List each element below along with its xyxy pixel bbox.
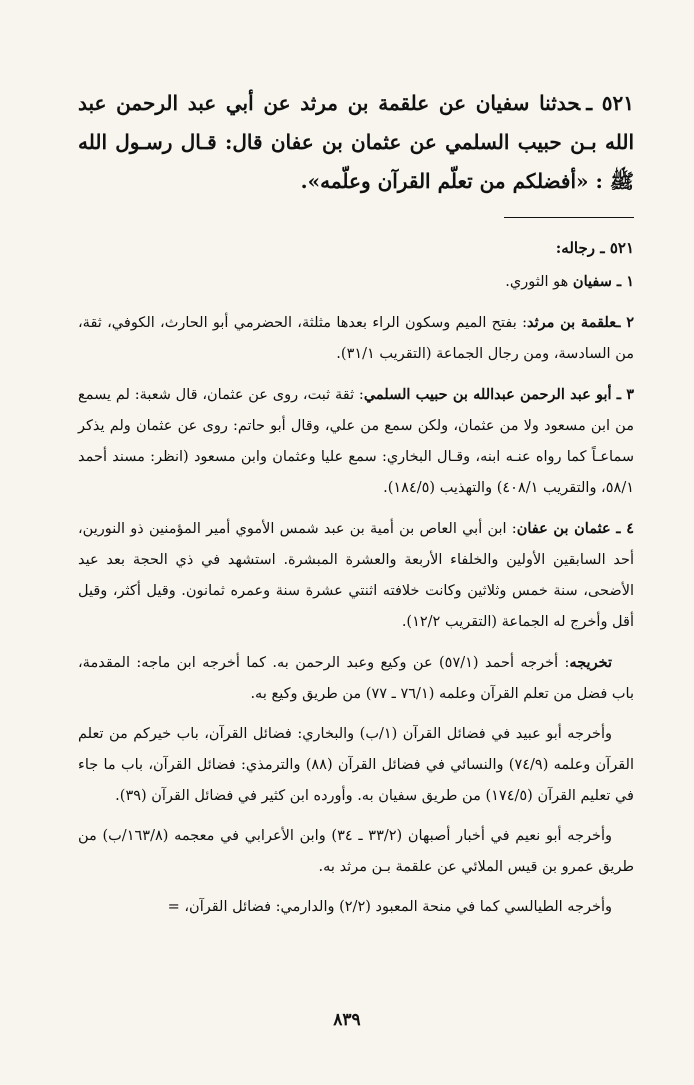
narrator-note-3 — [78, 379, 634, 504]
narrator-note-4 — [78, 513, 634, 638]
takhrij-paragraph — [78, 647, 634, 710]
takhrij-text: : أخرجه أحمد (٥٧/١) عن وكيع وعبد الرحمن به. كما أخرجه ابن ماجه: المقدمة، باب فضل من تعلم القرآن وعلمه (٧٦/١ ـ ٧٧) من طريق وكيع به. — [78, 655, 634, 702]
narrator-name: ١ ـ سفيان — [572, 273, 634, 290]
hadith-text-block — [78, 84, 634, 201]
hadith-number: ٥٢١ ـ — [586, 91, 634, 115]
narrator-note-2 — [78, 307, 634, 370]
narrator-name: ٤ ـ عثمان بن عفان — [516, 520, 634, 537]
narrator-description: : ثقة ثبت، روى عن عثمان، قال شعبة: لم يسمع من ابن مسعود ولا من عثمان، ولكن سمع من علي، وقال أبو حاتم: روى عن عثمان ولم يذكر سماعـاً كما رواه عنـه ابنه، وقـال البخاري: سمع عليا وعثمان وابن مسعود (انظر: مسند أحمد ٥٨/١، والتقريب ٤٠٨/١) والتهذيب (١٨٤/٥). — [78, 387, 634, 496]
narrator-note-1 — [78, 266, 634, 298]
narrator-name: ٣ ـ أبو عبد الرحمن عبدالله بن حبيب السلمي — [363, 386, 634, 403]
narrator-description: هو الثوري. — [505, 274, 573, 290]
footnote-paragraph: وأخرجه أبو نعيم في أخبار أصبهان (٣٣/٢ ـ ٣٤) وابن الأعرابي في معجمه (١٦٣/٨/ب) من طريق عمرو بن قيس الملائي عن علقمة بـن مرثد به. — [78, 828, 634, 875]
page-number: ٨٣٩ — [333, 1010, 361, 1030]
footnote-heading: ٥٢١ ـ رجاله: — [555, 239, 634, 257]
narrator-description: : ابن أبي العاص بن أمية بن عبد شمس الأموي أمير المؤمنين ذو النورين، أحد السابقين الأولين والخلفاء الأربعة والعشرة المبشرة. استشهد في ذي الحجة بعد عيد الأضحى، سنة خمس وثلاثين وكانت خلافته اثنتي عشرة سنة وعمره ثمانون. وقيل أكثر، وقيل أقل وأخرج له الجماعة (التقريب ١٢/٢). — [78, 521, 634, 630]
document-page — [78, 84, 634, 1045]
footnote-separator — [504, 217, 634, 218]
footnote-paragraph: وأخرجه أبو عبيد في فضائل القرآن (١/ب) والبخاري: فضائل القرآن، باب خيركم من تعلم القرآن وعلمه (٧٤/٩) والنسائي في فضائل القرآن (٨٨) والترمذي: فضائل القرآن، باب ما جاء في تعليم القرآن (١٧٤/٥) من طريق سفيان به. وأورده ابن كثير في فضائل القرآن (٣٩). — [78, 726, 634, 804]
narrator-description: : بفتح الميم وسكون الراء بعدها مثلثة، الحضرمي أبو الحارث، الكوفي، ثقة، من السادسة، ومن رجال الجماعة (التقريب ٣١/١). — [78, 315, 634, 362]
footnote-paragraph: وأخرجه الطيالسي كما في منحة المعبود (٢/٢) والدارمي: فضائل القرآن، = — [167, 899, 612, 915]
hadith-text: حدثنا سفيان عن علقمة بن مرثد عن أبي عبد الرحمن عبد الله بـن حبيب السلمي عن عثمان بن عفان قال: قـال رسـول الله ﷺ : «أفضلكم من تعلّم القرآن وعلّمه». — [78, 91, 634, 193]
narrator-name: ٢ ـعلقمة بن مرثد — [526, 314, 634, 331]
takhrij-label: تخريجه — [569, 654, 612, 671]
